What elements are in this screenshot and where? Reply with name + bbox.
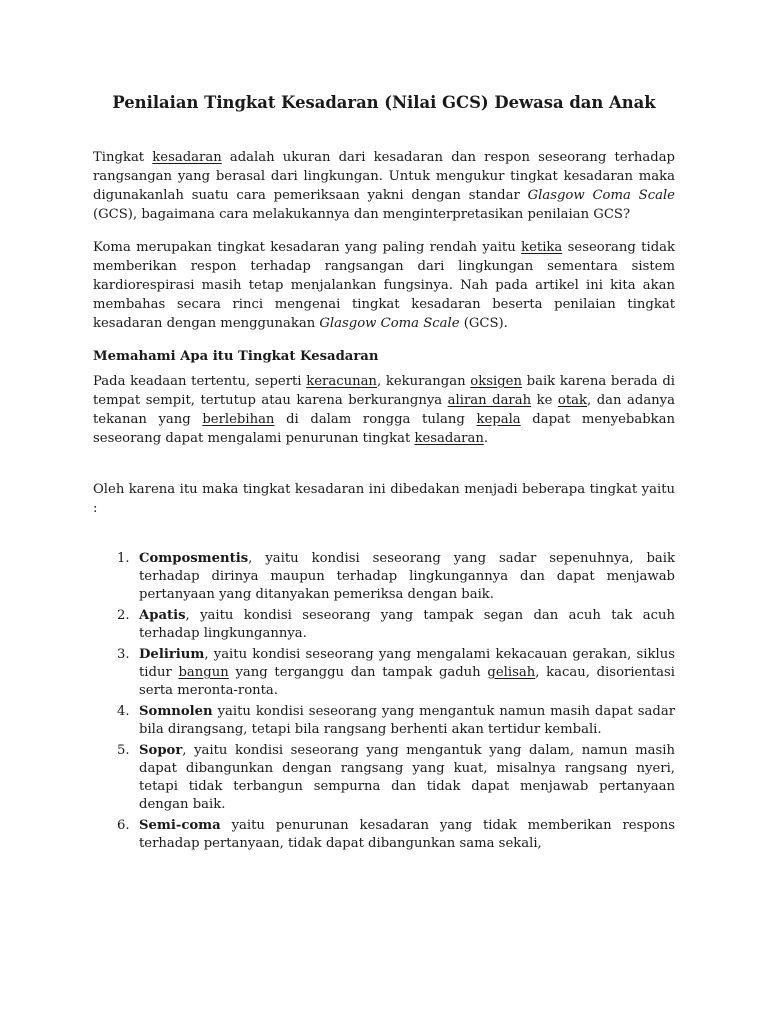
list-term: Somnolen [139, 704, 213, 719]
spacer [93, 532, 675, 550]
list-text: yang terganggu dan tampak gaduh [228, 665, 488, 680]
paragraph-tingkat: Oleh karena itu maka tingkat kesadaran ini dibedakan menjadi beberapa tingkat yaitu : [93, 482, 675, 516]
section-heading: Memahami Apa itu Tingkat Kesadaran [93, 349, 379, 364]
text: , dan adanya tekanan yang [93, 393, 675, 427]
list-text: , yaitu kondisi seseorang yang tampak segan dan acuh tak acuh terhadap lingkungannya. [139, 608, 675, 641]
text: adalah ukuran dari kesadaran dan respon seseorang terhadap rangsangan yang berasal dari lingkungan. Untuk mengukur tingkat kesadaran maka digunakanlah suatu cara pemeriksaan yakni dengan standar [93, 150, 676, 203]
emphasis-gcs: Glasgow Coma Scale [319, 316, 460, 331]
list-text: yaitu kondisi seseorang yang mengantuk namun masih dapat sadar bila dirangsang, tetapi bila rangsang berhenti akan tertidur kembali. [139, 704, 675, 737]
list-number: 4. [117, 704, 130, 719]
paragraph-keadaan [93, 372, 675, 448]
link-kepala[interactable]: kepala [476, 412, 521, 427]
list-term: Sopor [139, 743, 183, 758]
text: (GCS), bagaimana cara melakukannya dan menginterpretasikan penilaian GCS? [93, 207, 631, 222]
list-text: yaitu penurunan kesadaran yang tidak memberikan respons terhadap pertanyaan, tidak dapat dibangunkan sama sekali, [139, 818, 675, 851]
link-kesadaran[interactable]: kesadaran [414, 431, 484, 446]
text: Tingkat [93, 150, 153, 165]
consciousness-level-list [93, 550, 675, 853]
text: (GCS). [459, 316, 508, 331]
link-ketika[interactable]: ketika [521, 240, 563, 255]
list-item [93, 550, 675, 604]
list-text: , kacau, disorientasi serta meronta-ronta. [139, 665, 675, 698]
paragraph-koma [93, 238, 675, 333]
text: . [483, 431, 489, 446]
list-text: , yaitu kondisi seseorang yang sadar sepenuhnya, baik terhadap dirinya maupun terhadap lingkungannya dan dapat menjawab pertanyaan yang ditanyakan pemeriksa dengan baik. [139, 551, 675, 602]
list-item [93, 646, 675, 700]
text: dapat menyebabkan seseorang dapat mengalami penurunan tingkat [93, 412, 675, 446]
list-item [93, 817, 675, 853]
list-item [93, 742, 675, 814]
link-gelisah[interactable]: gelisah [487, 665, 536, 680]
list-term: Composmentis [139, 551, 249, 566]
link-kesadaran[interactable]: kesadaran [152, 150, 222, 165]
text: Koma merupakan tingkat kesadaran yang paling rendah yaitu [93, 240, 522, 255]
link-berlebihan[interactable]: berlebihan [202, 412, 275, 427]
text: , kekurangan [376, 374, 471, 389]
link-otak[interactable]: otak [557, 393, 588, 408]
list-number: 1. [117, 551, 130, 566]
emphasis-gcs: Glasgow Coma Scale [527, 188, 675, 203]
list-text: , yaitu kondisi seseorang yang mengantuk yang dalam, namun masih dapat dibangunkan dengan rangsang yang kuat, misalnya rangsang nyeri, tetapi tidak terbangun sempurna dan tidak dapat menjawab pertanyaan dengan baik. [139, 743, 675, 812]
list-term: Semi-coma [139, 818, 221, 833]
text: seseorang tidak memberikan respon terhadap rangsangan dari lingkungan sementara sistem kardiorespirasi masih tetap menjalankan fungsinya. Nah pada artikel ini kita akan membahas secara rinci mengenai tingkat kesadaran beserta penilaian tingkat kesadaran dengan menggunakan [93, 240, 675, 331]
text: di dalam rongga tulang [274, 412, 477, 427]
document-content [93, 92, 675, 856]
text: Pada keadaan tertentu, seperti [93, 374, 307, 389]
text: ke [531, 393, 558, 408]
link-keracunan[interactable]: keracunan [306, 374, 377, 389]
list-item [93, 607, 675, 643]
list-term: Apatis [139, 608, 186, 623]
link-oksigen[interactable]: oksigen [470, 374, 522, 389]
text: baik karena berada di tempat sempit, tertutup atau karena berkurangnya [93, 374, 675, 408]
list-number: 6. [117, 818, 130, 833]
paragraph-intro [93, 148, 675, 224]
list-number: 5. [117, 743, 130, 758]
list-text: , yaitu kondisi seseorang yang mengalami kekacauan gerakan, siklus tidur [139, 647, 675, 680]
list-term: Delirium [139, 647, 205, 662]
list-number: 3. [117, 647, 130, 662]
spacer [93, 462, 675, 480]
list-item [93, 703, 675, 739]
list-number: 2. [117, 608, 130, 623]
page-title: Penilaian Tingkat Kesadaran (Nilai GCS) Dewasa dan Anak [112, 93, 656, 112]
link-bangun[interactable]: bangun [178, 665, 229, 680]
link-aliran-darah[interactable]: aliran darah [447, 393, 532, 408]
